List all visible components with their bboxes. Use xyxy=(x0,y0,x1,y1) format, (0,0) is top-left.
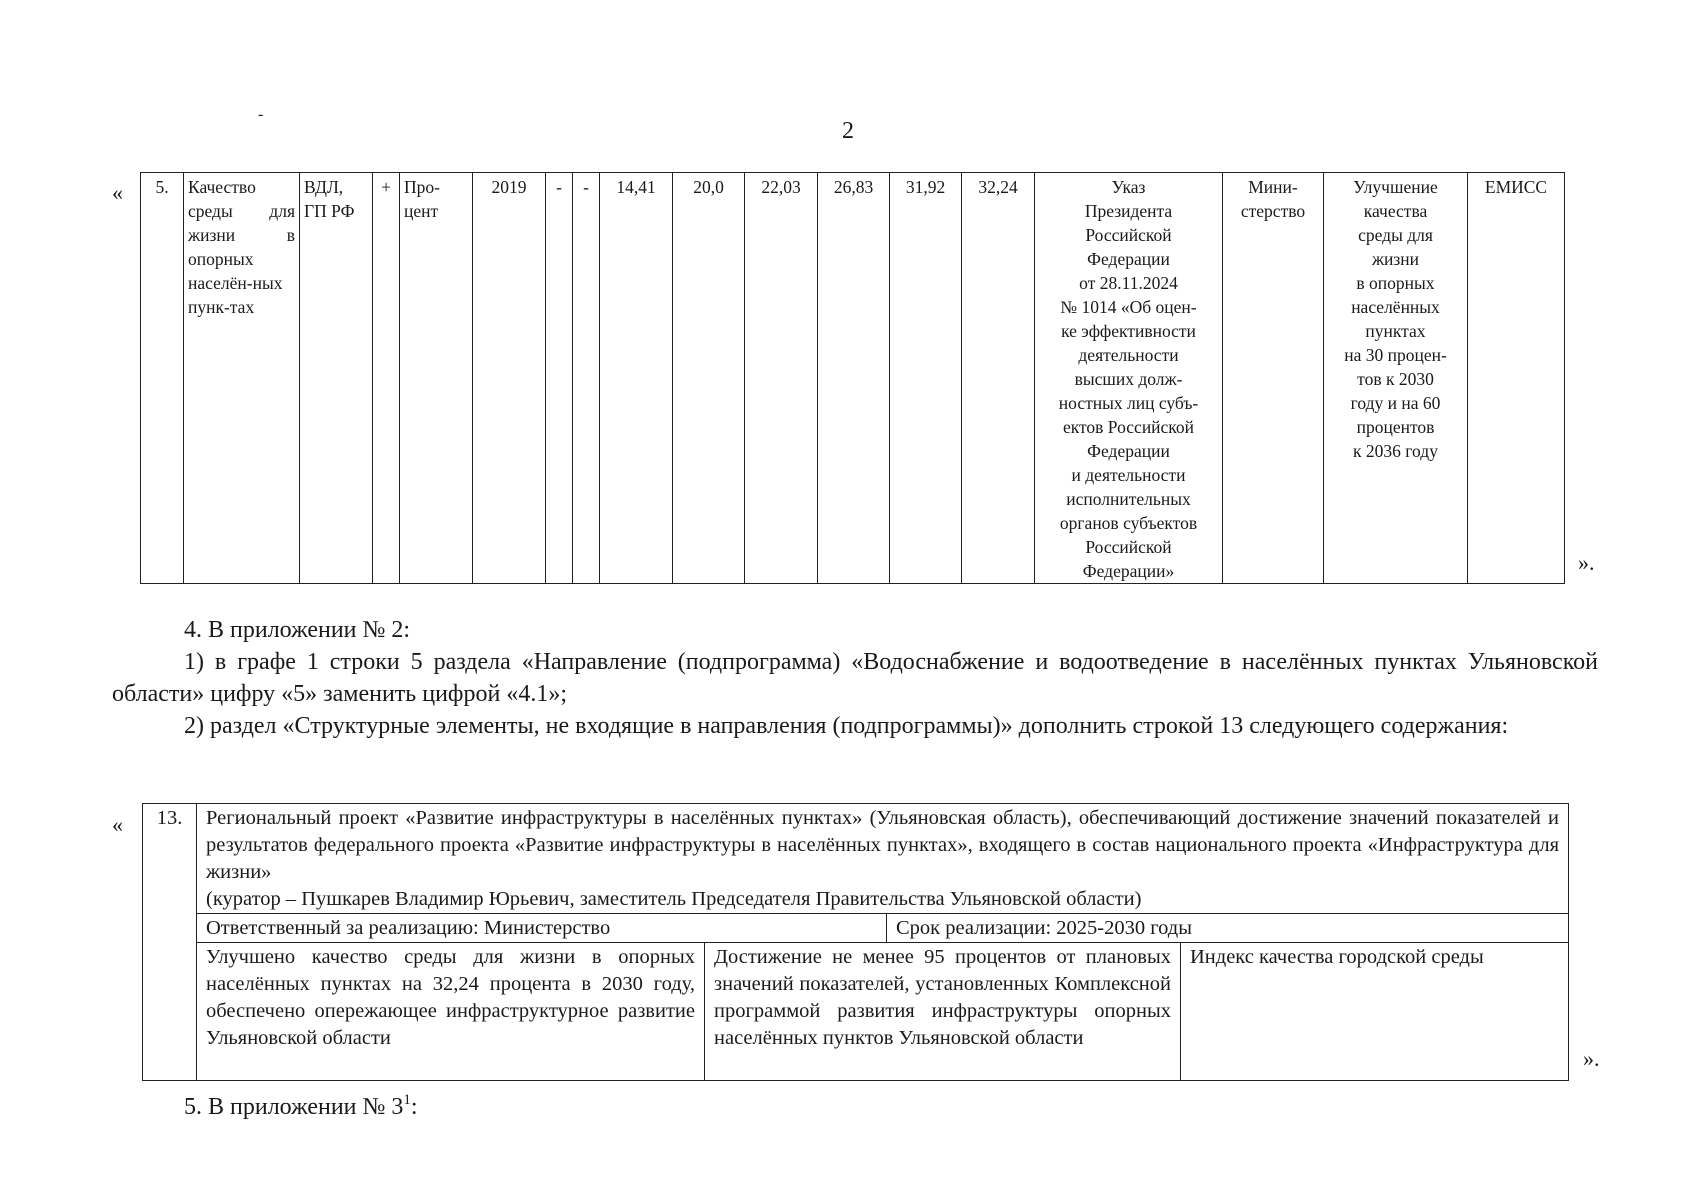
decree-cell xyxy=(1035,173,1223,584)
section-4-item-1: 1) в графе 1 строки 5 раздела «Направление (подпрограмма) «Водоснабжение и водоотведение в населённых пунктах Ульяновской области» цифру «5» заменить цифрой «4.1»; xyxy=(112,649,1598,707)
empty-dash-cell: - xyxy=(573,173,600,584)
ministry-cell xyxy=(1223,173,1324,584)
page-number: 2 xyxy=(842,118,854,144)
table-row xyxy=(141,173,1565,584)
project-title: Региональный проект «Развитие инфраструктуры в населённых пунктах» (Ульяновская область), обеспечивающий достижение значений показателей и результатов федерального проекта «Развитие инфраструктуры в населённых пунктах», входящего в состав национального проекта «Инфраструктура для жизни» xyxy=(206,807,1559,883)
decree-line: ке эффективности xyxy=(1061,321,1196,341)
decree-line: органов субъектов xyxy=(1059,513,1198,533)
result-cell: Улучшено качество среды для жизни в опорных населённых пунктах на 32,24 процента в 2030 году, обеспечено опережающее инфраструктурное развитие Ульяновской области xyxy=(197,943,705,1081)
top-mark: - xyxy=(258,106,264,123)
value-cell: 22,03 xyxy=(745,173,818,584)
section-4 xyxy=(112,614,1598,742)
improvement-line: в опорных xyxy=(1356,273,1435,293)
section-5-superscript: 1 xyxy=(403,1092,411,1108)
responsible-cell: Ответственный за реализацию: Министерство xyxy=(197,914,887,943)
section-4-heading: 4. В приложении № 2: xyxy=(184,617,411,643)
unit: Про-цент xyxy=(400,173,473,584)
base-year: 2019 xyxy=(473,173,546,584)
decree-line: ностных лиц субъ- xyxy=(1058,393,1199,413)
decree-line: Российской xyxy=(1085,225,1172,245)
decree-line: исполнительных xyxy=(1066,489,1191,509)
value-cell: 31,92 xyxy=(890,173,962,584)
improvement-line: качества xyxy=(1363,201,1428,221)
decree-line: и деятельности xyxy=(1071,465,1186,485)
improvement-line: среды для xyxy=(1358,225,1433,245)
close-quote: ». xyxy=(1578,550,1595,575)
decree-line: № 1014 «Об оцен- xyxy=(1060,297,1197,317)
term-cell: Срок реализации: 2025-2030 годы xyxy=(887,914,1569,943)
decree-line: Федерации xyxy=(1087,441,1170,461)
decree-line: Указ xyxy=(1111,177,1146,197)
value-cell: 20,0 xyxy=(673,173,745,584)
section-4-item-2: 2) раздел «Структурные элементы, не входящие в направления (подпрограммы)» дополнить строкой 13 следующего содержания: xyxy=(184,713,1509,739)
project-curator: (куратор – Пушкарев Владимир Юрьевич, заместитель Председателя Правительства Ульяновской области) xyxy=(206,888,1142,910)
index-cell: Индекс качества городской среды xyxy=(1181,943,1569,1081)
table-row xyxy=(143,914,1569,943)
section-5-text: 5. В приложении № 3 xyxy=(184,1094,404,1120)
section-5-heading xyxy=(184,1084,418,1123)
indicator-sign: + xyxy=(373,173,400,584)
improvement-line: процентов xyxy=(1356,417,1435,437)
improvement-cell xyxy=(1324,173,1468,584)
close-quote: ». xyxy=(1583,1046,1600,1071)
indicator-table xyxy=(140,172,1565,584)
decree-line: Федерации» xyxy=(1082,561,1175,581)
decree-line: ектов Российской xyxy=(1062,417,1195,437)
improvement-line: тов к 2030 xyxy=(1357,369,1434,389)
decree-line: Президента xyxy=(1084,201,1173,221)
improvement-line: году и на 60 xyxy=(1350,393,1441,413)
source-cell: ЕМИСС xyxy=(1468,173,1565,584)
section-5-colon: : xyxy=(410,1094,418,1120)
improvement-line: Улучшение xyxy=(1353,177,1438,197)
improvement-line: к 2036 году xyxy=(1353,441,1438,461)
ministry-line: Мини- xyxy=(1248,177,1298,197)
decree-line: Федерации xyxy=(1087,249,1170,269)
improvement-line: пунктах xyxy=(1365,321,1426,341)
achievement-cell: Достижение не менее 95 процентов от плановых значений показателей, установленных Комплексной программой развития инфраструктуры опорных населённых пунктов Ульяновской области xyxy=(705,943,1181,1081)
decree-line: высших долж- xyxy=(1074,369,1183,389)
improvement-line: жизни xyxy=(1371,249,1420,269)
decree-line: от 28.11.2024 xyxy=(1079,273,1178,293)
project-table xyxy=(142,803,1569,1081)
open-quote: « xyxy=(112,812,123,837)
improvement-line: на 30 процен- xyxy=(1344,345,1447,365)
empty-dash-cell: - xyxy=(546,173,573,584)
row-number: 5. xyxy=(141,173,184,584)
table-row xyxy=(143,804,1569,914)
indicator-level: ВДЛ, ГП РФ xyxy=(300,173,373,584)
value-cell: 14,41 xyxy=(600,173,673,584)
value-cell: 32,24 xyxy=(962,173,1035,584)
project-number: 13. xyxy=(143,804,197,1081)
indicator-name: Качество среды для жизни в опорных населён-ных пунк-тах xyxy=(184,173,300,584)
ministry-line: стерство xyxy=(1240,201,1306,221)
decree-line: Российской xyxy=(1085,537,1172,557)
value-cell: 26,83 xyxy=(818,173,890,584)
table-row xyxy=(143,943,1569,1081)
project-title-cell xyxy=(197,804,1569,914)
decree-line: деятельности xyxy=(1078,345,1179,365)
improvement-line: населённых xyxy=(1351,297,1440,317)
open-quote: « xyxy=(112,180,123,205)
